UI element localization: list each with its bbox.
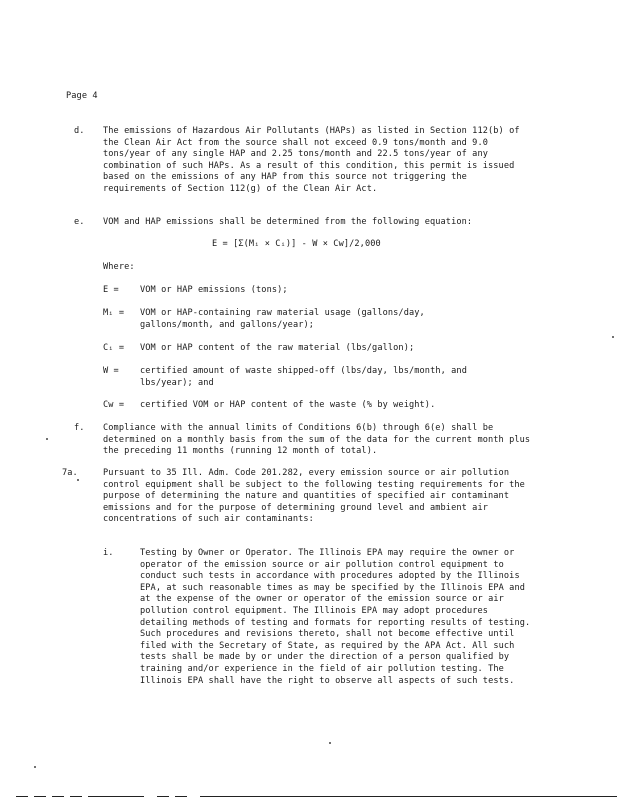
def-text: certified amount of waste shipped-off (lbs/day, lbs/month, and lbs/year); and	[140, 366, 467, 388]
scan-speck	[77, 479, 79, 481]
scan-speck	[329, 742, 331, 744]
page-number: Page 4	[66, 91, 98, 101]
def-symbol: Cᵢ =	[103, 343, 125, 353]
scan-speck	[612, 336, 614, 338]
def-text: VOM or HAP content of the raw material (lbs/gallon);	[140, 343, 415, 353]
footer-rule-segment	[175, 796, 187, 797]
item-7a-label: 7a.	[62, 468, 78, 478]
footer-rule-segment	[70, 796, 82, 797]
item-f-label: f.	[74, 423, 85, 433]
scan-speck	[46, 438, 48, 440]
item-d-label: d.	[74, 126, 85, 136]
def-symbol: E =	[103, 285, 119, 295]
item-f-text: Compliance with the annual limits of Conditions 6(b) through 6(e) shall be determined on a monthly basis from the sum of the data for the current month plus the preceding 11 months (running 12 month of total).	[103, 423, 531, 457]
scan-speck	[34, 766, 36, 768]
footer-rule-segment	[157, 796, 169, 797]
footer-rule-segment	[16, 796, 28, 797]
footer-rule-segment	[88, 796, 144, 797]
emissions-equation: E = [Σ(Mᵢ × Cᵢ)] - W × Cw]/2,000	[212, 239, 381, 249]
def-symbol: W =	[103, 366, 119, 376]
item-e-text: VOM and HAP emissions shall be determined from the following equation:	[103, 217, 473, 227]
item-i-label: i.	[103, 548, 114, 558]
item-d-text: The emissions of Hazardous Air Pollutants (HAPs) as listed in Section 112(b) of the Clean Air Act from the source shall not exceed 0.9 tons/month and 9.0 tons/year of any single HAP and 2.25 tons/month and 22.5 tons/year of any combination of such HAPs. As a result of this condition, this permit is issued based on the emissions of any HAP from this source not triggering the requirements of Section 112(g) of the Clean Air Act.	[103, 126, 520, 194]
footer-rule-segment	[52, 796, 64, 797]
footer-rule-segment	[200, 796, 617, 797]
def-symbol: Mᵢ =	[103, 308, 125, 318]
def-text: certified VOM or HAP content of the waste (% by weight).	[140, 400, 436, 410]
where-label: Where:	[103, 262, 135, 272]
item-i-text: Testing by Owner or Operator. The Illinois EPA may require the owner or operator of the emission source or air pollution control equipment to conduct such tests in accordance with procedures adopted by the Illinois EPA, at such reasonable times as may be specified by the Illinois EPA and at the expense of the owner or operator of the emission source or air pollution control equipment. The Illinois EPA may adopt procedures detailing methods of testing and formats for reporting results of testing. Such procedures and revisions thereto, shall not become effective until filed with the Secretary of State, as required by the APA Act. All such tests shall be made by or under the direction of a person qualified by training and/or experience in the field of air pollution testing. The Illinois EPA shall have the right to observe all aspects of such tests.	[140, 548, 531, 686]
item-7a-text: Pursuant to 35 Ill. Adm. Code 201.282, every emission source or air pollution control equipment shall be subject to the following testing requirements for the purpose of determining the nature and quantities of specified air contaminant emissions and for the purpose of determining ground level and ambient air concentrations of such air contaminants:	[103, 468, 525, 525]
footer-rule-segment	[34, 796, 46, 797]
def-text: VOM or HAP-containing raw material usage (gallons/day, gallons/month, and gallons/year);	[140, 308, 425, 330]
def-symbol: Cw =	[103, 400, 125, 410]
item-e-label: e.	[74, 217, 85, 227]
def-text: VOM or HAP emissions (tons);	[140, 285, 288, 295]
